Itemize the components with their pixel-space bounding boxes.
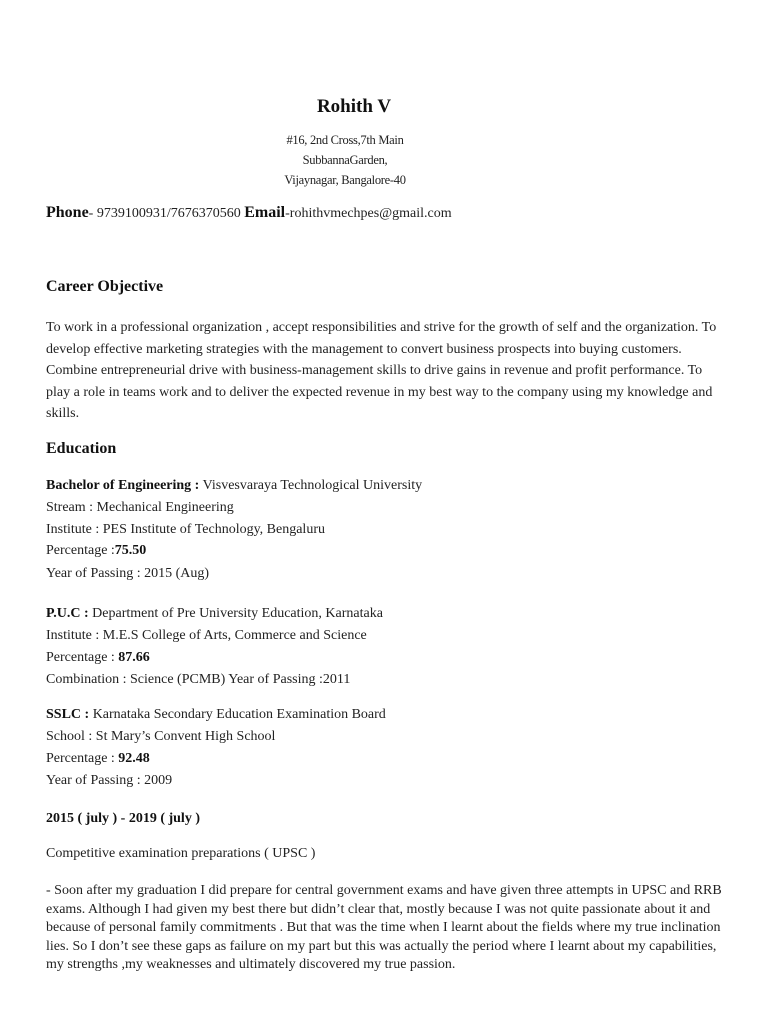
- be-stream: Stream : Mechanical Engineering: [46, 500, 234, 515]
- career-objective-text: To work in a professional organization , accept responsibilities and strive for the growth of self and the organization. To develop effective marketing strategies with the management to convert business prospects into buying customers. Combine entrepreneurial drive with business-management skills to drive gains in revenue and profit performance. To play a role in teams work and to deliver the expected revenue in my best way to the company using my knowledge and skills.: [46, 320, 717, 422]
- gap-title: Competitive examination preparations ( UPSC ): [46, 846, 316, 861]
- sslc-label: SSLC :: [46, 707, 90, 722]
- sslc-line: [46, 707, 386, 723]
- be-percentage-value: 75.50: [114, 543, 147, 558]
- puc-percentage-value: 87.66: [118, 650, 150, 665]
- address-line-3: Vijaynagar, Bangalore-40: [284, 173, 406, 187]
- gap-explanation: - Soon after my graduation I did prepare for central government exams and have given three attempts in UPSC and RRB exams. Although I had given my best there but didn’t clear that, mostly because I was not quite passionate about it and because of personal family commitments . But that was the time when I learnt about the fields where my true inclination lies. So I don’t see these gaps as failure on my part but this was actually the period where I learnt about my capabilities, my strengths ,my weaknesses and ultimately discovered my true passion.: [46, 883, 722, 973]
- email-value: -rohithvmechpes@gmail.com: [285, 206, 452, 221]
- puc-percentage-label: Percentage :: [46, 650, 119, 665]
- sslc-percentage: [46, 751, 150, 767]
- candidate-name: Rohith V: [316, 96, 392, 117]
- puc-combination: Combination : Science (PCMB) Year of Passing :2011: [46, 672, 351, 687]
- contact-line: [46, 204, 452, 222]
- sslc-school: School : St Mary’s Convent High School: [46, 729, 276, 744]
- puc-board: Department of Pre University Education, Karnataka: [88, 606, 383, 621]
- gap-period: [46, 811, 200, 827]
- education-heading: Education: [46, 440, 117, 457]
- sslc-board: Karnataka Secondary Education Examination Board: [89, 707, 386, 722]
- email-label: Email: [244, 204, 286, 221]
- be-label: Bachelor of Engineering :: [46, 478, 200, 493]
- puc-label: P.U.C :: [46, 606, 89, 621]
- sslc-percentage-label: Percentage :: [46, 751, 119, 766]
- career-objective-heading: Career Objective: [46, 278, 164, 295]
- be-line: [46, 478, 422, 494]
- be-year: Year of Passing : 2015 (Aug): [46, 566, 210, 581]
- puc-line: [46, 606, 383, 622]
- phone-value: - 9739100931/7676370560: [88, 206, 241, 221]
- be-institute: Institute : PES Institute of Technology, Bengaluru: [46, 522, 325, 537]
- puc-percentage: [46, 650, 150, 666]
- be-university: Visvesvaraya Technological University: [199, 478, 423, 493]
- puc-institute: Institute : M.E.S College of Arts, Commerce and Science: [46, 628, 367, 643]
- gap-period-text: 2015 ( july ) - 2019 ( july ): [46, 811, 200, 826]
- sslc-percentage-value: 92.48: [118, 751, 150, 766]
- sslc-year: Year of Passing : 2009: [46, 773, 173, 788]
- address-line-1: #16, 2nd Cross,7th Main: [286, 133, 404, 147]
- be-percentage-label: Percentage :: [46, 543, 115, 558]
- phone-label: Phone: [46, 204, 89, 221]
- be-percentage: [46, 543, 146, 559]
- address-line-2: SubbannaGarden,: [302, 153, 388, 167]
